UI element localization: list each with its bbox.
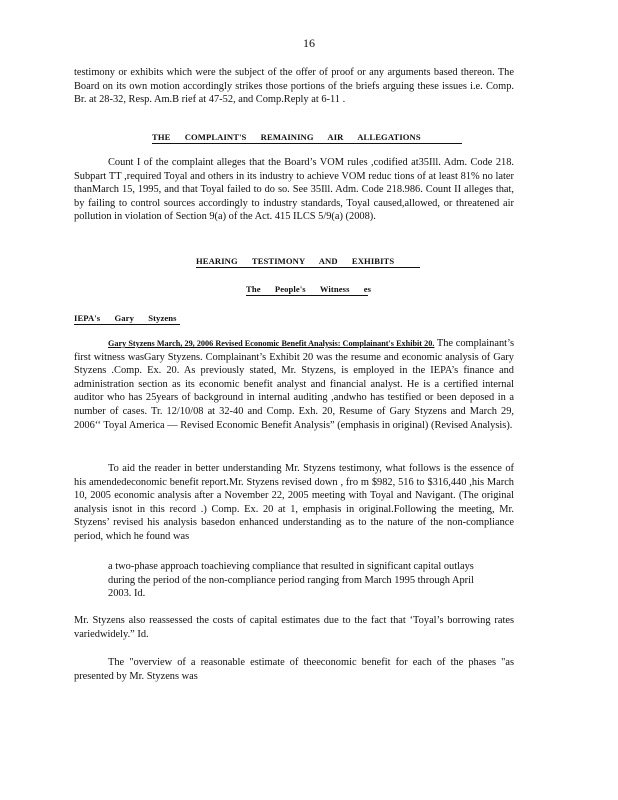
- paragraph-first-witness: [74, 337, 514, 432]
- subheading-peoples-witnesses: The People's Witness es: [246, 284, 372, 294]
- paragraph-overview-estimate: The "overview of a reasonable estimate of theeconomic benefit for each of the phases "as presented by Mr. Styzens was: [74, 657, 514, 682]
- paragraph-first-witness-text: The complainant’s first witness wasGary Styzens. Complainant’s Exhibit 20 was the resume and economic analysis of Gary Styzens .Comp. Ex. 20. As previously stated, Mr. Styzens, is employed in the IEPA’s finance and administration section as its economic benefit analyst and financial analyst. He is a certified internal auditor who has 25years of background in internal auditing ,andwho has testified or been deposed in a number of cases. Tr. 12/10/08 at 32-40 and Comp. Exh. 20, Resume of Gary Styzens and March 29, 2006‘‘ Toyal America — Revised Economic Benefit Analysis” (emphasis in original) (Revised Analysis).: [74, 338, 514, 431]
- paragraph-amended-report: To aid the reader in better understanding Mr. Styzens testimony, what follows is the essence of his amendedeconomic benefit report.Mr. Styzens revised down , fro m $982, 516 to $316,440 ,his March 10, 2005 economic analysis after a November 22, 2005 meeting with Toyal and Navigant. (The original analysis isnot in this record .) Comp. Ex. 20 at 1, emphasis in original.Following the meeting, Mr. Styzens’ revised his analysis basedon enhanced understanding as to the nature of the non-compliance period, which he found was: [74, 463, 514, 542]
- exhibit-20-lead: Gary Styzens March, 29, 2006 Revised Economic Benefit Analysis: Complainant's Exhibit 20.: [108, 339, 435, 348]
- page-number: 16: [303, 36, 315, 50]
- paragraph-count-allegations: Count I of the complaint alleges that the Board’s VOM rules ,codified at35Ill. Adm. Code 218. Subpart TT ,required Toyal and others in its industry to achieve VOM reduc tions of at least 81% no later thanMarch 15, 1995, and that Toyal failed to do so. See 35Ill. Adm. Code 218.986. Count II alleges that, by failing to control sources accordingly to industry standards, Toyal caused,allowed, or threatened air pollution in violation of Section 9(a) of the Act. 415 ILCS 5/9(a) (2008).: [74, 157, 514, 223]
- section-heading-hearing-testimony: HEARING TESTIMONY AND EXHIBITS: [196, 256, 420, 268]
- block-quote-two-phase: a two-phase approach toachieving compliance that resulted in significant capital outlays during the period of the non-compliance period ranging from March 1995 through April 2003. Id.: [108, 561, 474, 600]
- section-heading-air-allegations: THE COMPLAINT'S REMAINING AIR ALLEGATIONS: [152, 132, 462, 144]
- paragraph-capital-costs: Mr. Styzens also reassessed the costs of capital estimates due to the fact that ‘Toyal’s borrowing rates variedwidely.” Id.: [74, 615, 514, 640]
- paragraph-struck-portions: testimony or exhibits which were the subject of the offer of proof or any arguments based thereon. The Board on its own motion accordingly strikes those portions of the briefs arguing these issues i.e. Comp. Br. at 28-32, Resp. Am.B rief at 47-52, and Comp.Reply at 6-11 .: [74, 67, 514, 106]
- subheading-iepa-styzens: IEPA's Gary Styzens: [74, 313, 180, 325]
